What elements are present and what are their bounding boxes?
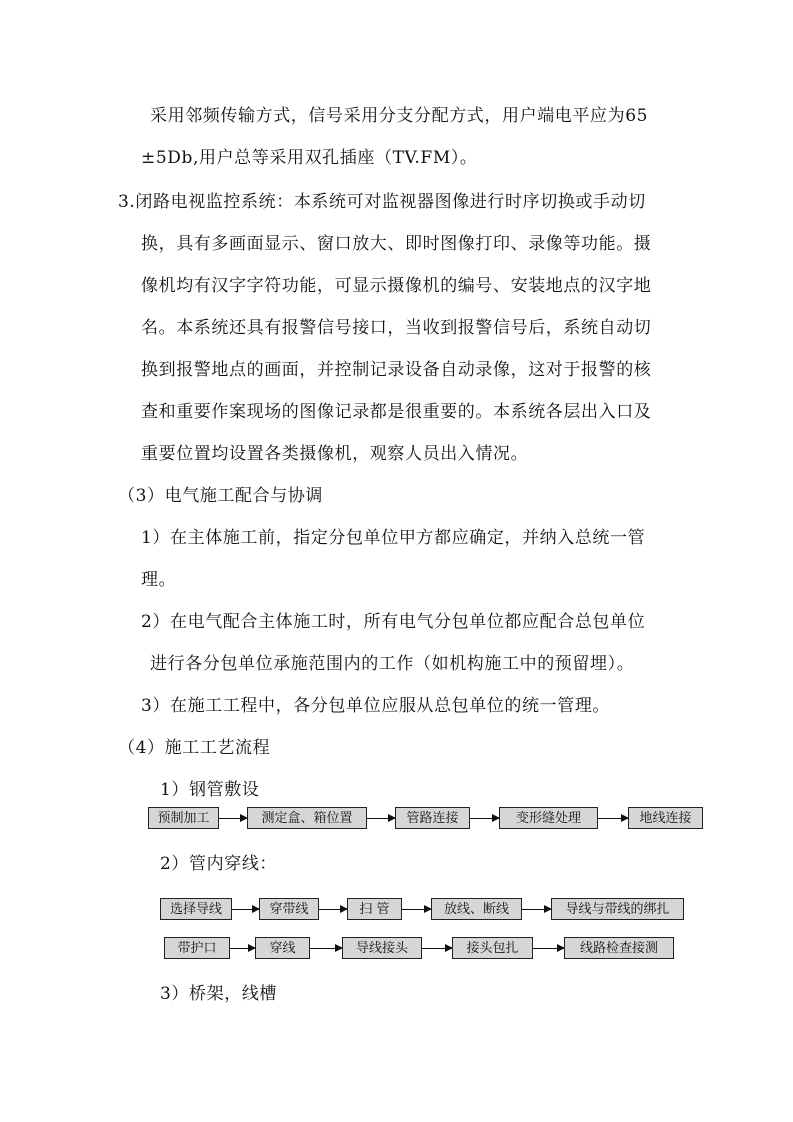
item-1-line-1: 1）在主体施工前，指定分包单位甲方都应确定，并纳入总统一管 [141,528,646,548]
paragraph-line-2: ±5Db,用户总等采用双孔插座（TV.FM）。 [141,148,478,168]
subsection-3-heading: （3）电气施工配合与协调 [118,486,324,506]
paragraph-line-4: 换，具有多画面显示、窗口放大、即时图像打印、录像等功能。摄 [141,234,652,254]
flow-box-pipe-connect: 管路连接 [395,807,470,829]
paragraph-line-5: 像机均有汉字字符功能，可显示摄像机的编号、安装地点的汉字地 [141,276,652,296]
paragraph-line-1: 采用邻频传输方式，信号采用分支分配方式，用户端电平应为65 [150,106,649,126]
flow-arrow [232,909,259,910]
flow-arrow [470,818,499,819]
flow-arrow [310,948,342,949]
flow-box-bind-wire: 导线与带线的绑扎 [551,898,684,920]
flow-box-joint-wrap: 接头包扎 [452,937,533,959]
flow-arrow [367,818,395,819]
flow-arrow [422,948,452,949]
item-2-line-1: 2）在电气配合主体施工时，所有电气分包单位都应配合总包单位 [141,612,646,632]
flow-arrow [598,818,628,819]
subsection-4-heading: （4）施工工艺流程 [118,738,271,758]
flow-arrow [219,818,247,819]
flow-box-wire-joint: 导线接头 [342,937,422,959]
section-3-heading-line: 3.闭路电视监控系统：本系统可对监视器图像进行时序切换或手动切 [118,192,646,212]
flow-arrow [402,909,431,910]
flow-box-thread-wire: 穿线 [255,937,310,959]
flow-box-measure-position: 测定盒、箱位置 [247,807,367,829]
flow-2-heading: 2）管内穿线： [160,854,278,874]
flow-3-heading: 3）桥架，线槽 [160,984,278,1004]
flow-arrow [533,948,564,949]
flow-box-lay-cut-wire: 放线、断线 [431,898,522,920]
flow-arrow [319,909,347,910]
paragraph-line-8: 查和重要作案现场的图像记录都是很重要的。本系统各层出入口及 [141,402,652,422]
flow-box-pull-tape: 穿带线 [259,898,319,920]
flow-1-heading: 1）钢管敷设 [160,780,260,800]
item-3-line: 3）在施工工程中，各分包单位应服从总包单位的统一管理。 [141,696,611,716]
item-2-line-2: 进行各分包单位承施范围内的工作（如机构施工中的预留埋）。 [150,654,635,674]
flow-box-bushing: 带护口 [164,937,230,959]
flow-box-sweep-pipe: 扫 管 [347,898,402,920]
paragraph-line-6: 名。本系统还具有报警信号接口，当收到报警信号后，系统自动切 [141,318,652,338]
flow-box-prefab: 预制加工 [148,807,219,829]
flow-arrow [522,909,551,910]
flow-box-select-wire: 选择导线 [160,898,232,920]
flow-box-line-inspect: 线路检查接测 [564,937,674,959]
item-1-line-2: 理。 [141,570,177,590]
paragraph-line-9: 重要位置均设置各类摄像机，观察人员出入情况。 [141,444,529,464]
flow-box-ground-connect: 地线连接 [628,807,703,829]
flow-arrow [230,948,255,949]
flow-box-expansion-joint: 变形缝处理 [499,807,598,829]
paragraph-line-7: 换到报警地点的画面，并控制记录设备自动录像，这对于报警的核 [141,360,652,380]
